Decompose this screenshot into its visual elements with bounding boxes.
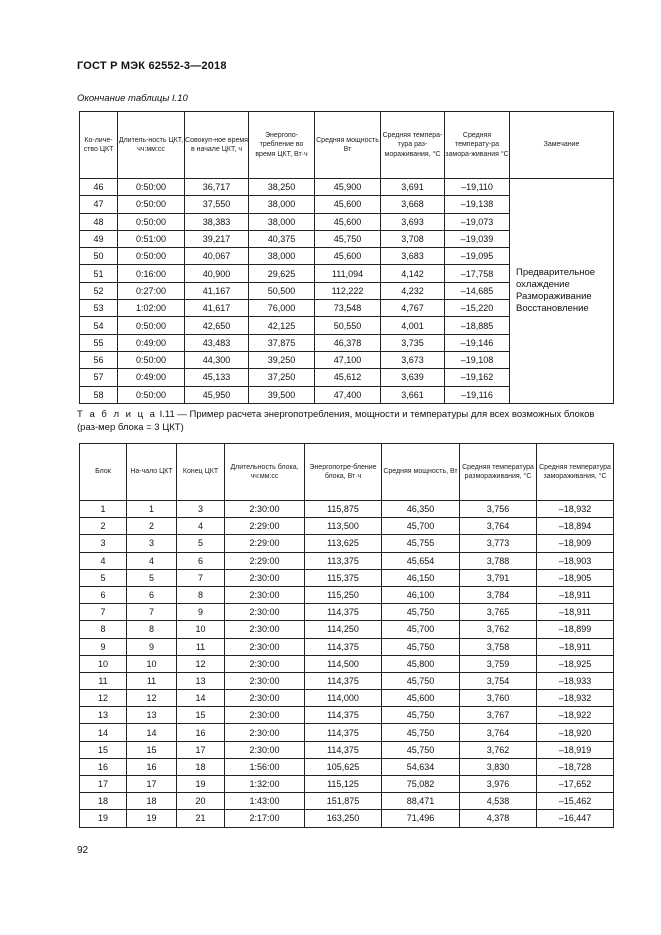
table-cell: 0:50:00 bbox=[118, 248, 185, 265]
table-cell: 46,150 bbox=[382, 569, 460, 586]
table-row bbox=[80, 758, 614, 775]
table-cell: –18,932 bbox=[537, 501, 614, 518]
remark-cell bbox=[510, 179, 614, 404]
table-cell: 45,900 bbox=[315, 179, 381, 196]
table-cell: 45,750 bbox=[382, 638, 460, 655]
table-cell: 3 bbox=[80, 535, 127, 552]
table-cell: 5 bbox=[80, 569, 127, 586]
table-2-column-header: Средняя температура замораживания, °С bbox=[537, 444, 614, 501]
table-cell: –19,116 bbox=[445, 386, 510, 403]
table-cell: 5 bbox=[127, 569, 177, 586]
table-cell: 10 bbox=[80, 655, 127, 672]
table-cell: 6 bbox=[80, 586, 127, 603]
table-cell: 2:30:00 bbox=[225, 707, 305, 724]
table-row bbox=[80, 569, 614, 586]
table-cell: 14 bbox=[177, 690, 225, 707]
table-cell: 75,082 bbox=[382, 776, 460, 793]
table-cell: 4,001 bbox=[381, 317, 445, 334]
table-cell: 4,538 bbox=[460, 793, 537, 810]
table-cell: 45,612 bbox=[315, 369, 381, 386]
table-cell: 2:30:00 bbox=[225, 586, 305, 603]
remark-line: Восстановление bbox=[516, 302, 589, 314]
table-cell: –18,911 bbox=[537, 638, 614, 655]
table-cell: –15,462 bbox=[537, 793, 614, 810]
table-cell: 2:30:00 bbox=[225, 621, 305, 638]
table-cell: –18,903 bbox=[537, 552, 614, 569]
table-1 bbox=[79, 111, 614, 404]
table-cell: 47,100 bbox=[315, 351, 381, 368]
table-cell: 12 bbox=[177, 655, 225, 672]
table-cell: 16 bbox=[127, 758, 177, 775]
table-2-column-header: Блок bbox=[80, 444, 127, 501]
table-row bbox=[80, 655, 614, 672]
table-cell: 15 bbox=[127, 741, 177, 758]
table-cell: 12 bbox=[80, 690, 127, 707]
table-cell: 18 bbox=[80, 793, 127, 810]
table-cell: 10 bbox=[177, 621, 225, 638]
table-1-column-header: Длитель-ность ЦКТ, чч:мм:сс bbox=[118, 112, 185, 179]
table-cell: 42,650 bbox=[185, 317, 249, 334]
table-cell: 1:02:00 bbox=[118, 300, 185, 317]
table-cell: 45,755 bbox=[382, 535, 460, 552]
table-row bbox=[80, 621, 614, 638]
table-cell: 2:30:00 bbox=[225, 604, 305, 621]
table-cell: 0:50:00 bbox=[118, 317, 185, 334]
table-cell: 5 bbox=[177, 535, 225, 552]
table-cell: 15 bbox=[80, 741, 127, 758]
table-cell: 46 bbox=[80, 179, 118, 196]
table-cell: 7 bbox=[177, 569, 225, 586]
table-cell: 7 bbox=[80, 604, 127, 621]
table-row bbox=[80, 638, 614, 655]
table-cell: –18,920 bbox=[537, 724, 614, 741]
table-cell: 11 bbox=[127, 672, 177, 689]
table-cell: 114,000 bbox=[305, 690, 382, 707]
table-cell: 115,125 bbox=[305, 776, 382, 793]
table-cell: 115,875 bbox=[305, 501, 382, 518]
table-cell: 3,758 bbox=[460, 638, 537, 655]
table-row bbox=[80, 741, 614, 758]
table-cell: 41,617 bbox=[185, 300, 249, 317]
table-cell: 113,500 bbox=[305, 518, 382, 535]
table-cell: 3 bbox=[177, 501, 225, 518]
table-cell: 54,634 bbox=[382, 758, 460, 775]
table-cell: 3,762 bbox=[460, 741, 537, 758]
remark-line: охлаждение bbox=[516, 278, 570, 290]
table-row bbox=[80, 793, 614, 810]
table-cell: 41,167 bbox=[185, 282, 249, 299]
table-cell: 3,754 bbox=[460, 672, 537, 689]
table-cell: 46,378 bbox=[315, 334, 381, 351]
table-cell: 4 bbox=[80, 552, 127, 569]
table-cell: 45,750 bbox=[315, 230, 381, 247]
table-1-column-header: Средняя темпера-тура раз-мораживания, °С bbox=[381, 112, 445, 179]
table-cell: 45,750 bbox=[382, 604, 460, 621]
table-cell: 39,500 bbox=[249, 386, 315, 403]
table-cell: 45,750 bbox=[382, 672, 460, 689]
table-cell: 45,600 bbox=[382, 690, 460, 707]
table-cell: 2 bbox=[127, 518, 177, 535]
table-cell: 8 bbox=[177, 586, 225, 603]
table-cell: 38,000 bbox=[249, 213, 315, 230]
table-cell: –17,758 bbox=[445, 265, 510, 282]
table-cell: 71,496 bbox=[382, 810, 460, 827]
table-cell: 45,600 bbox=[315, 196, 381, 213]
table-cell: 17 bbox=[80, 776, 127, 793]
table-cell: 76,000 bbox=[249, 300, 315, 317]
table-cell: –14,685 bbox=[445, 282, 510, 299]
table-cell: 1 bbox=[80, 501, 127, 518]
table-cell: 21 bbox=[177, 810, 225, 827]
table-cell: 2:30:00 bbox=[225, 638, 305, 655]
table-row bbox=[80, 690, 614, 707]
table-2 bbox=[79, 443, 614, 828]
table-cell: 114,375 bbox=[305, 638, 382, 655]
table-cell: 3,784 bbox=[460, 586, 537, 603]
table-row bbox=[80, 724, 614, 741]
table-cell: 16 bbox=[177, 724, 225, 741]
table-cell: 151,875 bbox=[305, 793, 382, 810]
table-cell: 3,788 bbox=[460, 552, 537, 569]
table-cell: 53 bbox=[80, 300, 118, 317]
table-cell: 57 bbox=[80, 369, 118, 386]
table-cell: 112,222 bbox=[315, 282, 381, 299]
table-cell: 13 bbox=[127, 707, 177, 724]
table-cell: 114,500 bbox=[305, 655, 382, 672]
table-2-column-header: На-чало ЦКТ bbox=[127, 444, 177, 501]
table-row bbox=[80, 707, 614, 724]
table-cell: 3,764 bbox=[460, 724, 537, 741]
table-cell: 37,875 bbox=[249, 334, 315, 351]
table-cell: 45,750 bbox=[382, 741, 460, 758]
table-cell: 4,767 bbox=[381, 300, 445, 317]
table-cell: 3,767 bbox=[460, 707, 537, 724]
table-cell: 15 bbox=[177, 707, 225, 724]
table-cell: 0:27:00 bbox=[118, 282, 185, 299]
table-cell: 113,625 bbox=[305, 535, 382, 552]
table-row bbox=[80, 810, 614, 827]
table-2-caption: Т а б л и ц а I.11 — Пример расчета энергопотребления, мощности и температуры для всех возможных блоков (раз-мер блока = 3 ЦКТ) bbox=[77, 409, 595, 433]
table-cell: 45,600 bbox=[315, 213, 381, 230]
table-cell: 47 bbox=[80, 196, 118, 213]
table-cell: 4 bbox=[177, 518, 225, 535]
table-cell: 46,350 bbox=[382, 501, 460, 518]
table-cell: 42,125 bbox=[249, 317, 315, 334]
table-cell: 0:50:00 bbox=[118, 351, 185, 368]
table-cell: 40,900 bbox=[185, 265, 249, 282]
table-cell: 38,000 bbox=[249, 248, 315, 265]
table-cell: –18,885 bbox=[445, 317, 510, 334]
table-row bbox=[80, 501, 614, 518]
table-cell: 0:50:00 bbox=[118, 213, 185, 230]
table-cell: 2:30:00 bbox=[225, 724, 305, 741]
table-cell: 50,550 bbox=[315, 317, 381, 334]
table-cell: 2:29:00 bbox=[225, 552, 305, 569]
table-2-column-header: Энергопотре-бление блока, Вт·ч bbox=[305, 444, 382, 501]
table-cell: 114,375 bbox=[305, 604, 382, 621]
table-cell: –18,905 bbox=[537, 569, 614, 586]
table-cell: 19 bbox=[177, 776, 225, 793]
table-cell: 3,693 bbox=[381, 213, 445, 230]
page-number: 92 bbox=[77, 845, 89, 856]
table-cell: 0:50:00 bbox=[118, 386, 185, 403]
table-cell: 105,625 bbox=[305, 758, 382, 775]
table-cell: 37,550 bbox=[185, 196, 249, 213]
table-cell: 29,625 bbox=[249, 265, 315, 282]
table-cell: 2:30:00 bbox=[225, 501, 305, 518]
table-cell: 114,375 bbox=[305, 724, 382, 741]
table-cell: 3,683 bbox=[381, 248, 445, 265]
table-2-column-header: Конец ЦКТ bbox=[177, 444, 225, 501]
table-row bbox=[80, 586, 614, 603]
table-cell: 2:30:00 bbox=[225, 741, 305, 758]
table-cell: 45,700 bbox=[382, 518, 460, 535]
table-cell: 48 bbox=[80, 213, 118, 230]
table-cell: 3,639 bbox=[381, 369, 445, 386]
table-row bbox=[80, 672, 614, 689]
table-cell: 3,764 bbox=[460, 518, 537, 535]
table-cell: 4 bbox=[127, 552, 177, 569]
table-cell: 3,668 bbox=[381, 196, 445, 213]
table-cell: 4,142 bbox=[381, 265, 445, 282]
table-cell: 115,250 bbox=[305, 586, 382, 603]
table-cell: 0:51:00 bbox=[118, 230, 185, 247]
table-cell: –18,899 bbox=[537, 621, 614, 638]
table-cell: 3,673 bbox=[381, 351, 445, 368]
table-cell: 3,756 bbox=[460, 501, 537, 518]
table-cell: –18,932 bbox=[537, 690, 614, 707]
table-cell: 44,300 bbox=[185, 351, 249, 368]
table-cell: 8 bbox=[80, 621, 127, 638]
table-cell: 58 bbox=[80, 386, 118, 403]
table-cell: 3 bbox=[127, 535, 177, 552]
table-cell: –18,922 bbox=[537, 707, 614, 724]
table-row bbox=[80, 552, 614, 569]
table-cell: 3,661 bbox=[381, 386, 445, 403]
table-cell: 73,548 bbox=[315, 300, 381, 317]
table-cell: 50,500 bbox=[249, 282, 315, 299]
table-cell: –18,894 bbox=[537, 518, 614, 535]
table-cell: 47,400 bbox=[315, 386, 381, 403]
table-cell: –19,138 bbox=[445, 196, 510, 213]
table-cell: –18,933 bbox=[537, 672, 614, 689]
table-cell: –19,146 bbox=[445, 334, 510, 351]
table-cell: 2:30:00 bbox=[225, 569, 305, 586]
table-cell: –18,728 bbox=[537, 758, 614, 775]
table-cell: 56 bbox=[80, 351, 118, 368]
table-1-column-header: Энергопо-требление во время ЦКТ, Вт·ч bbox=[249, 112, 315, 179]
table-cell: –19,110 bbox=[445, 179, 510, 196]
remark-line: Предварительное bbox=[516, 266, 596, 278]
table-row bbox=[80, 604, 614, 621]
table-cell: 1:56:00 bbox=[225, 758, 305, 775]
table-cell: 3,760 bbox=[460, 690, 537, 707]
table-cell: 16 bbox=[80, 758, 127, 775]
table-cell: 114,375 bbox=[305, 707, 382, 724]
table-cell: 37,250 bbox=[249, 369, 315, 386]
table-cell: –19,095 bbox=[445, 248, 510, 265]
table-cell: –19,073 bbox=[445, 213, 510, 230]
table-cell: 3,765 bbox=[460, 604, 537, 621]
table-1-column-header: Ко-личе-ство ЦКТ bbox=[80, 112, 118, 179]
table-cell: 2:17:00 bbox=[225, 810, 305, 827]
table-cell: 2:29:00 bbox=[225, 518, 305, 535]
table-cell: 45,800 bbox=[382, 655, 460, 672]
table-2-column-header: Длительность блока, чч:мм:сс bbox=[225, 444, 305, 501]
table-1-column-header: Средняя температу-ра замора-живания °С bbox=[445, 112, 510, 179]
table-cell: 13 bbox=[177, 672, 225, 689]
table-cell: 40,375 bbox=[249, 230, 315, 247]
table-cell: –15,220 bbox=[445, 300, 510, 317]
table-cell: 10 bbox=[127, 655, 177, 672]
table-cell: 6 bbox=[127, 586, 177, 603]
table-cell: 46,100 bbox=[382, 586, 460, 603]
table-2-column-header: Средняя температура размораживания, °С bbox=[460, 444, 537, 501]
table-cell: 12 bbox=[127, 690, 177, 707]
table-cell: 40,067 bbox=[185, 248, 249, 265]
table-cell: 2:30:00 bbox=[225, 690, 305, 707]
table-cell: 20 bbox=[177, 793, 225, 810]
table-cell: –19,162 bbox=[445, 369, 510, 386]
table-cell: 2:30:00 bbox=[225, 672, 305, 689]
remark-line: Размораживание bbox=[516, 290, 592, 302]
table-cell: 3,773 bbox=[460, 535, 537, 552]
table-cell: 0:49:00 bbox=[118, 369, 185, 386]
table-cell: 0:16:00 bbox=[118, 265, 185, 282]
table-cell: 38,000 bbox=[249, 196, 315, 213]
table-cell: 18 bbox=[177, 758, 225, 775]
table-cell: 3,762 bbox=[460, 621, 537, 638]
table-cell: 52 bbox=[80, 282, 118, 299]
table-cell: 45,750 bbox=[382, 707, 460, 724]
table-cell: 3,791 bbox=[460, 569, 537, 586]
table-row bbox=[80, 179, 614, 196]
table-cell: 1:32:00 bbox=[225, 776, 305, 793]
table-cell: 38,250 bbox=[249, 179, 315, 196]
table-2-column-header: Средняя мощность, Вт bbox=[382, 444, 460, 501]
table-cell: 11 bbox=[177, 638, 225, 655]
table-1-column-header: Совокуп-ное время в начале ЦКТ, ч bbox=[185, 112, 249, 179]
table-cell: 39,250 bbox=[249, 351, 315, 368]
table-cell: 50 bbox=[80, 248, 118, 265]
table-cell: 114,250 bbox=[305, 621, 382, 638]
table-cell: 43,483 bbox=[185, 334, 249, 351]
table-cell: 45,950 bbox=[185, 386, 249, 403]
table-cell: 3,976 bbox=[460, 776, 537, 793]
table-cell: 51 bbox=[80, 265, 118, 282]
table-cell: 3,759 bbox=[460, 655, 537, 672]
table-cell: 36,717 bbox=[185, 179, 249, 196]
table-cell: 54 bbox=[80, 317, 118, 334]
table-cell: 0:50:00 bbox=[118, 179, 185, 196]
table-cell: 2 bbox=[80, 518, 127, 535]
table-cell: –18,911 bbox=[537, 586, 614, 603]
table-cell: 0:50:00 bbox=[118, 196, 185, 213]
table-cell: 19 bbox=[80, 810, 127, 827]
table-1-column-header: Замечание bbox=[510, 112, 614, 179]
table-row bbox=[80, 535, 614, 552]
table-cell: 3,691 bbox=[381, 179, 445, 196]
table-cell: 3,708 bbox=[381, 230, 445, 247]
table-cell: 9 bbox=[127, 638, 177, 655]
table-1-column-header: Средняя мощность Вт bbox=[315, 112, 381, 179]
table-cell: 7 bbox=[127, 604, 177, 621]
table-cell: 39,217 bbox=[185, 230, 249, 247]
table-cell: 115,375 bbox=[305, 569, 382, 586]
table-cell: 163,250 bbox=[305, 810, 382, 827]
table-cell: 9 bbox=[177, 604, 225, 621]
table-cell: 1:43:00 bbox=[225, 793, 305, 810]
table-cell: 0:49:00 bbox=[118, 334, 185, 351]
table-cell: 88,471 bbox=[382, 793, 460, 810]
table-cell: –18,919 bbox=[537, 741, 614, 758]
table-cell: 4,232 bbox=[381, 282, 445, 299]
table-cell: –18,911 bbox=[537, 604, 614, 621]
table-cell: 8 bbox=[127, 621, 177, 638]
table-cell: 2:30:00 bbox=[225, 655, 305, 672]
table-cell: 3,735 bbox=[381, 334, 445, 351]
table-cell: 4,378 bbox=[460, 810, 537, 827]
table-cell: 18 bbox=[127, 793, 177, 810]
table-cell: 49 bbox=[80, 230, 118, 247]
table-cell: 45,133 bbox=[185, 369, 249, 386]
document-header: ГОСТ Р МЭК 62552-3—2018 bbox=[77, 60, 227, 72]
table-cell: 14 bbox=[80, 724, 127, 741]
table-cell: 45,700 bbox=[382, 621, 460, 638]
table-cell: 113,375 bbox=[305, 552, 382, 569]
table-cell: 6 bbox=[177, 552, 225, 569]
table-cell: –19,108 bbox=[445, 351, 510, 368]
table-cell: 45,750 bbox=[382, 724, 460, 741]
table-cell: –18,925 bbox=[537, 655, 614, 672]
table-cell: 114,375 bbox=[305, 741, 382, 758]
table-cell: 14 bbox=[127, 724, 177, 741]
table-1-caption: Окончание таблицы I.10 bbox=[77, 93, 188, 104]
table-row bbox=[80, 518, 614, 535]
table-cell: –17,652 bbox=[537, 776, 614, 793]
table-cell: 17 bbox=[127, 776, 177, 793]
table-row bbox=[80, 776, 614, 793]
table-cell: 2:29:00 bbox=[225, 535, 305, 552]
table-cell: –19,039 bbox=[445, 230, 510, 247]
table-cell: 111,094 bbox=[315, 265, 381, 282]
table-cell: 38,383 bbox=[185, 213, 249, 230]
table-cell: 9 bbox=[80, 638, 127, 655]
table-cell: 11 bbox=[80, 672, 127, 689]
table-cell: –16,447 bbox=[537, 810, 614, 827]
table-cell: 45,600 bbox=[315, 248, 381, 265]
table-cell: 1 bbox=[127, 501, 177, 518]
table-cell: 3,830 bbox=[460, 758, 537, 775]
table-cell: 45,654 bbox=[382, 552, 460, 569]
table-cell: –18,909 bbox=[537, 535, 614, 552]
table-cell: 55 bbox=[80, 334, 118, 351]
table-cell: 19 bbox=[127, 810, 177, 827]
table-cell: 13 bbox=[80, 707, 127, 724]
table-cell: 114,375 bbox=[305, 672, 382, 689]
table-cell: 17 bbox=[177, 741, 225, 758]
